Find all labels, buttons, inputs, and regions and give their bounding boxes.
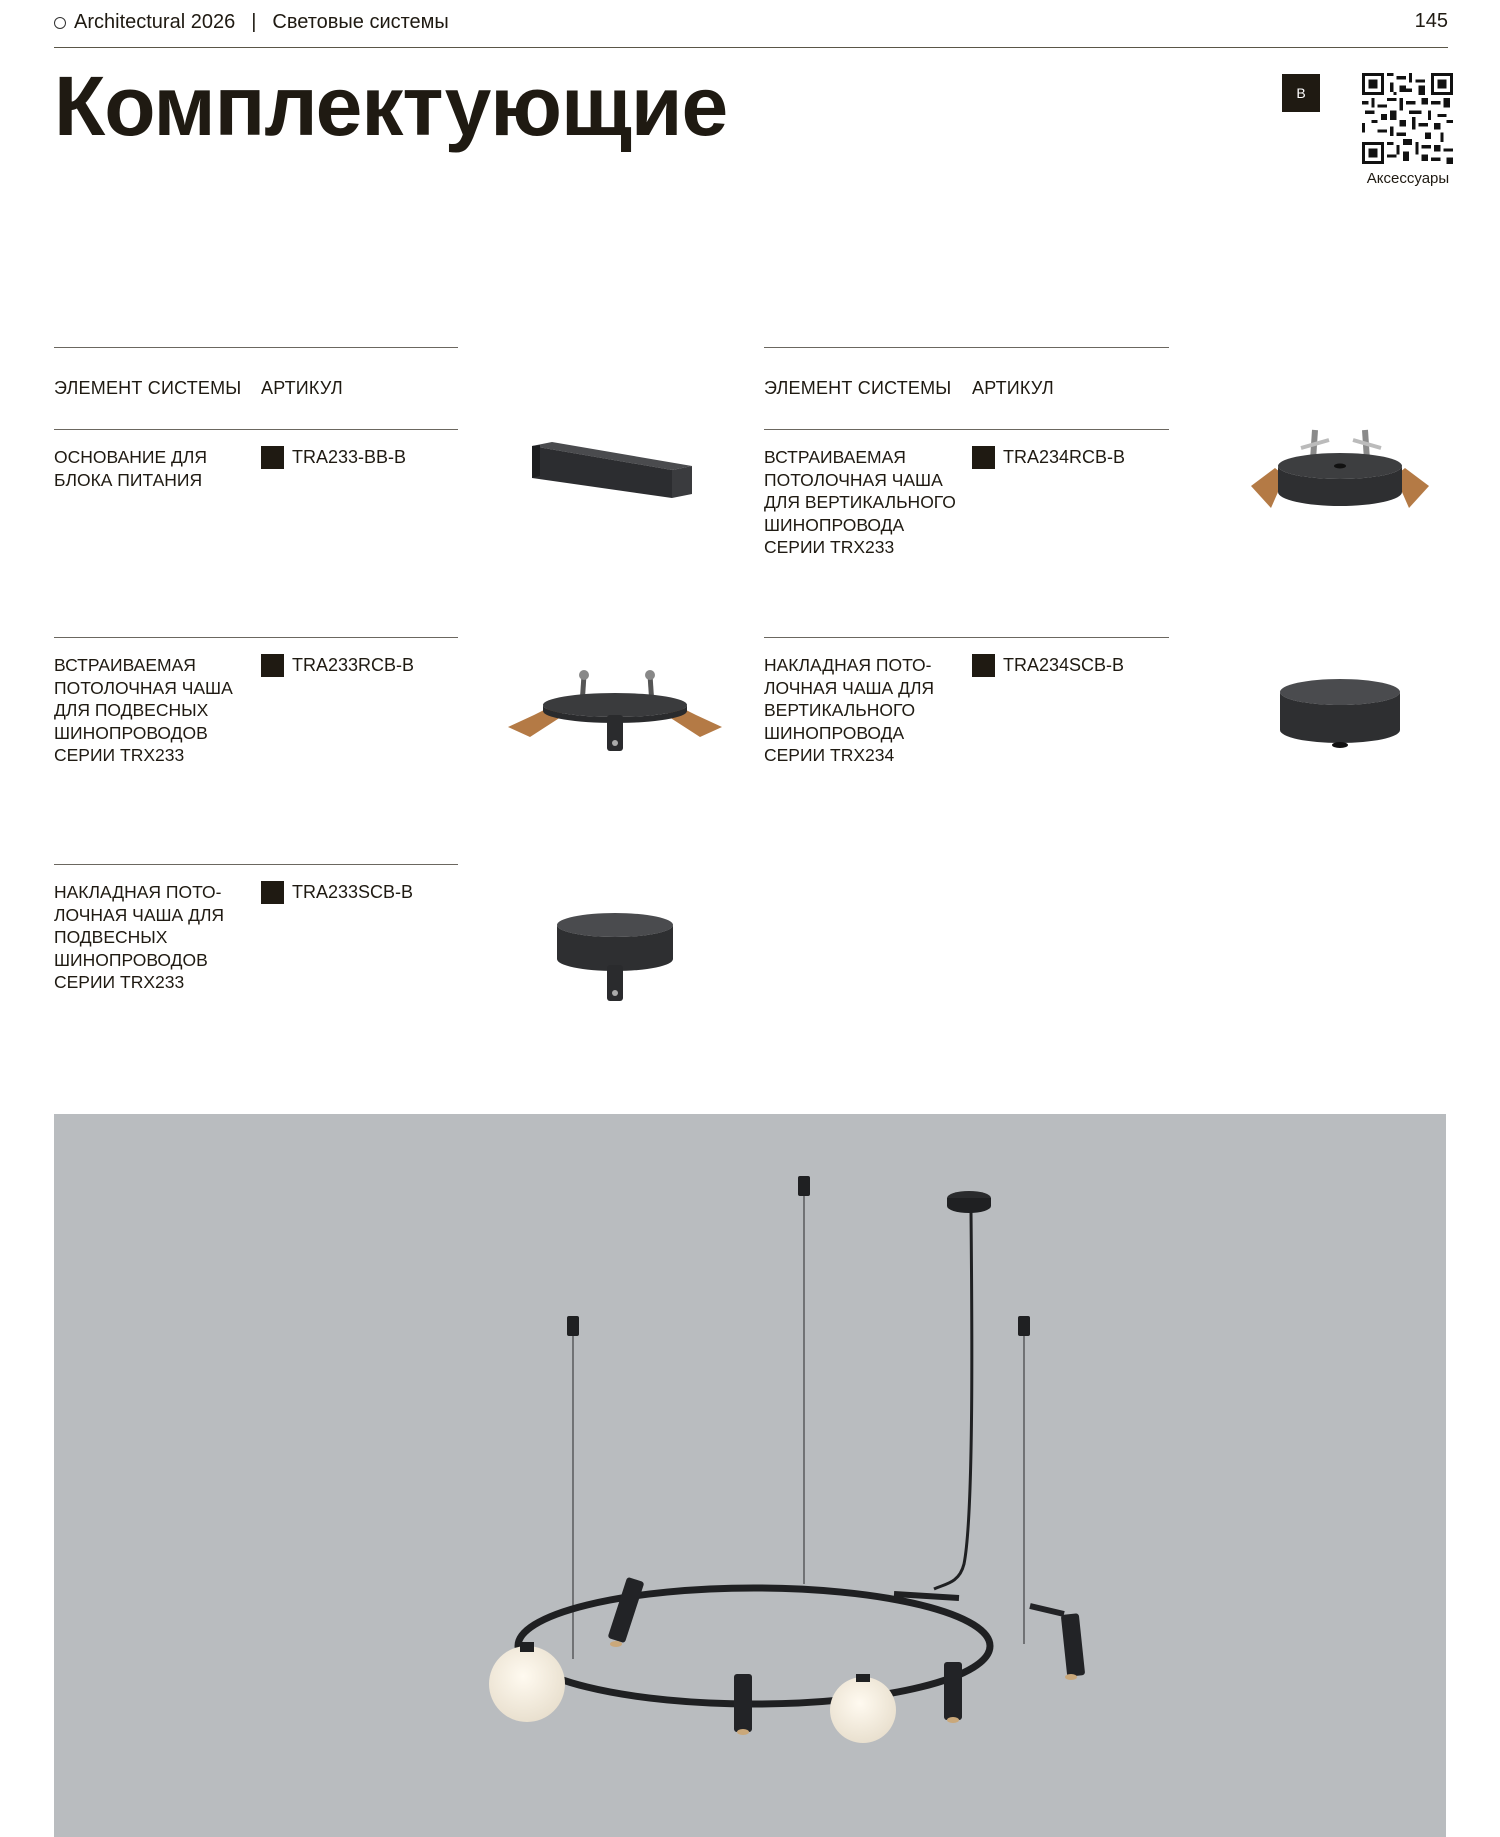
article-code: TRA233-BB-B — [292, 447, 407, 467]
table-right-row-rule — [764, 637, 1169, 638]
table-row-article — [261, 446, 406, 469]
surface-canopy-image — [545, 905, 685, 1010]
header-brand: Architectural 2026 — [74, 11, 236, 33]
color-swatch-black — [972, 446, 995, 469]
table-left-row-rule — [54, 637, 458, 638]
table-row-name: НАКЛАДНАЯ ПОТО-ЛОЧНАЯ ЧАША ДЛЯ ПОДВЕСНЫХ ШИНОПРОВОДОВ СЕРИИ TRX233 — [54, 882, 225, 992]
table-left-header-rule — [54, 429, 458, 430]
table-right-header-rule — [764, 429, 1169, 430]
power-supply-base-image — [520, 430, 710, 510]
table-row-article — [261, 654, 414, 677]
article-code: TRA234SCB-B — [1003, 655, 1125, 675]
table-row-name: ОСНОВАНИЕ ДЛЯ БЛОКА ПИТАНИЯ — [54, 447, 207, 490]
bullet-circle-icon — [54, 17, 66, 29]
category-badge: B — [1282, 74, 1320, 112]
article-code: TRA233RCB-B — [292, 655, 415, 675]
header-left — [54, 11, 449, 34]
color-swatch-black — [261, 446, 284, 469]
header-separator: | — [251, 11, 257, 33]
color-swatch-black — [261, 881, 284, 904]
page-number: 145 — [1414, 10, 1448, 32]
table-row-article — [972, 446, 1125, 469]
table-left-top-rule — [54, 347, 458, 348]
page-header — [54, 8, 1448, 48]
ring-pendant-illustration — [54, 1114, 1446, 1837]
table-right-col-element: ЭЛЕМЕНТ СИСТЕМЫ — [764, 378, 952, 398]
recessed-canopy-vertical-image — [1245, 418, 1435, 528]
article-code: TRA234RCB-B — [1003, 447, 1126, 467]
table-left-col-element: ЭЛЕМЕНТ СИСТЕМЫ — [54, 378, 242, 398]
table-row-name: НАКЛАДНАЯ ПОТО-ЛОЧНАЯ ЧАША ДЛЯ ВЕРТИКАЛЬНОГО ШИНОПРОВОДА СЕРИИ TRX234 — [764, 655, 935, 765]
product-photo — [54, 1114, 1446, 1837]
table-right-col-article: АРТИКУЛ — [972, 378, 1054, 398]
table-left-row-rule — [54, 864, 458, 865]
qr-label: Аксессуары — [1366, 170, 1450, 187]
recessed-canopy-image — [500, 665, 730, 765]
color-swatch-black — [972, 654, 995, 677]
surface-canopy-vertical-image — [1275, 670, 1405, 760]
qr-code-icon[interactable] — [1362, 73, 1453, 164]
color-swatch-black — [261, 654, 284, 677]
table-row-article — [261, 881, 413, 904]
table-row-name: ВСТРАИВАЕМАЯ ПОТОЛОЧНАЯ ЧАША ДЛЯ ПОДВЕСНЫХ ШИНОПРОВОДОВ СЕРИИ TRX233 — [54, 655, 233, 765]
table-right-top-rule — [764, 347, 1169, 348]
table-row-article — [972, 654, 1124, 677]
article-code: TRA233SCB-B — [292, 882, 414, 902]
table-row-name: ВСТРАИВАЕМАЯ ПОТОЛОЧНАЯ ЧАША ДЛЯ ВЕРТИКАЛЬНОГО ШИНОПРОВОДА СЕРИИ TRX233 — [764, 447, 956, 557]
table-left-col-article: АРТИКУЛ — [261, 378, 343, 398]
header-section: Световые системы — [272, 11, 449, 33]
page-title: Комплектующие — [54, 59, 728, 153]
